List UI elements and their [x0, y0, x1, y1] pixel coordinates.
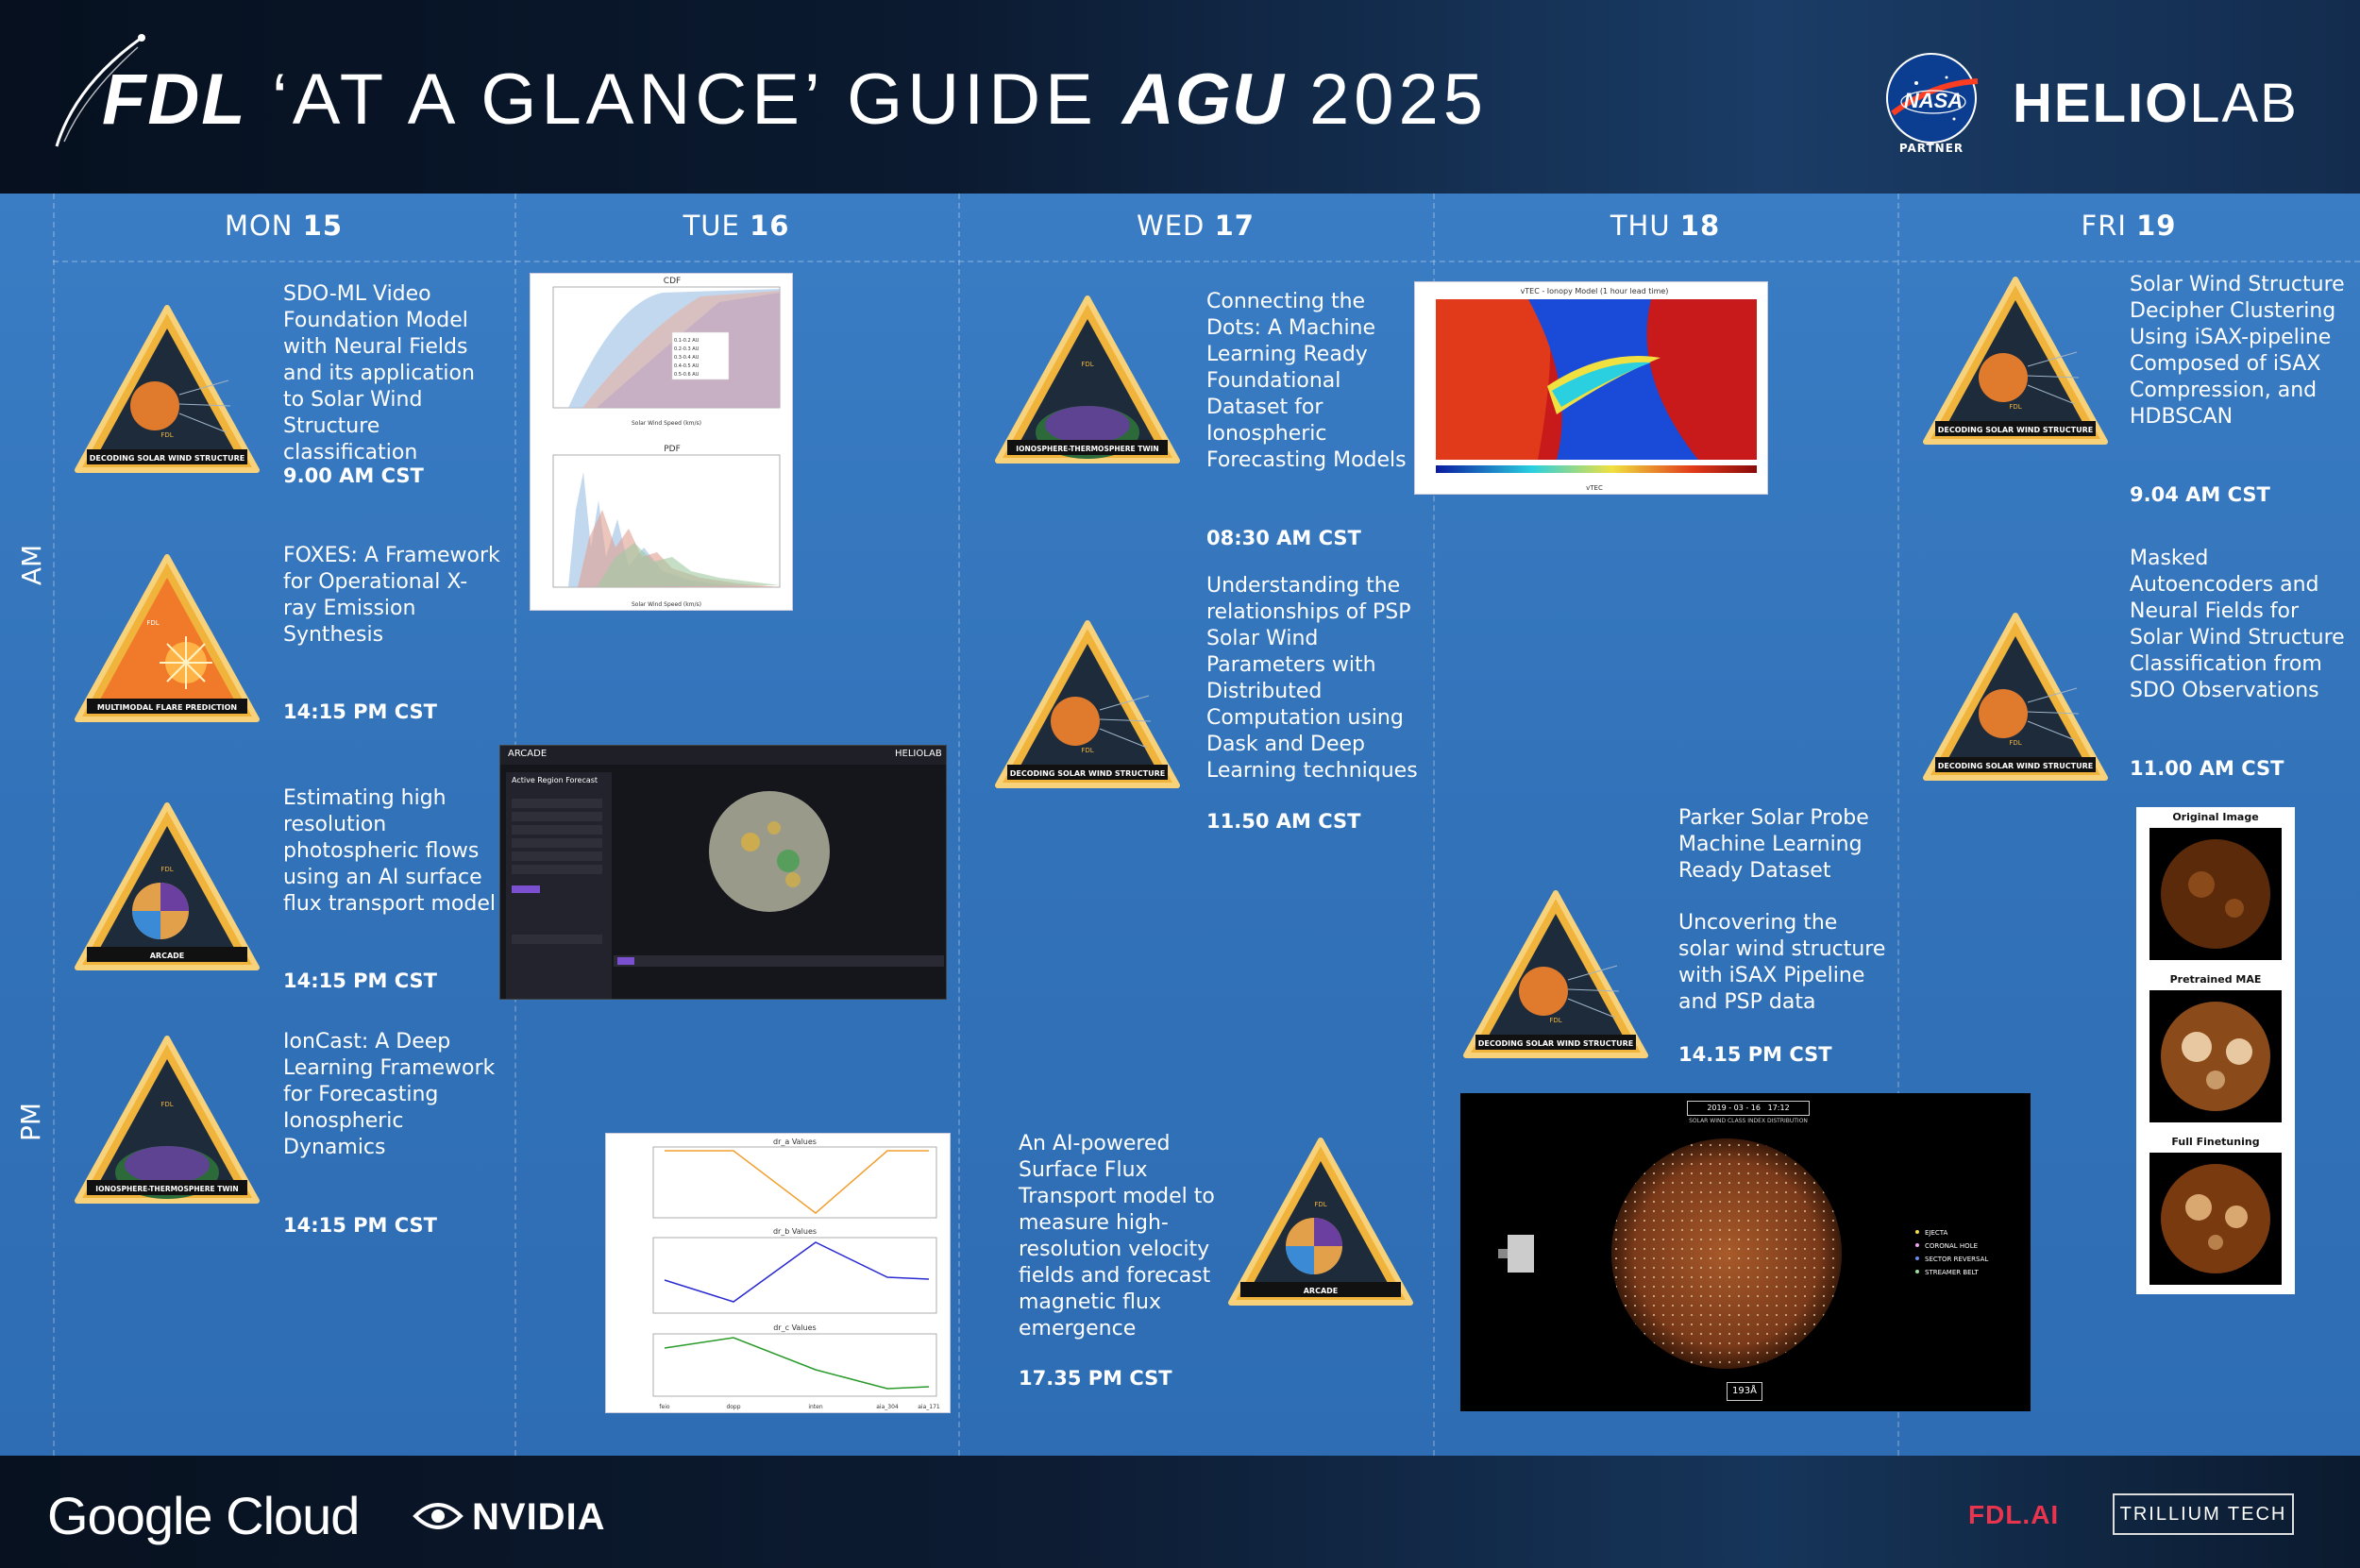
arcade-badge-icon: [68, 798, 266, 982]
solar-wind-badge-icon: [1916, 608, 2115, 792]
svg-text:PDF: PDF: [664, 445, 681, 454]
ionosphere-badge-icon: [988, 291, 1187, 475]
fdl-ai-link[interactable]: FDL.AI: [1968, 1500, 2060, 1529]
svg-text:feio: feio: [659, 1404, 670, 1410]
svg-text:vTEC - Ionopy Model (1 hour le: vTEC - Ionopy Model (1 hour lead time): [1520, 287, 1669, 295]
session-title: Parker Solar Probe Machine Learning Ready Dataset: [1678, 806, 1869, 883]
svg-text:aia_171: aia_171: [918, 1404, 940, 1410]
mae-image-pretrained: [2149, 990, 2282, 1122]
svg-text:STREAMER BELT: STREAMER BELT: [1925, 1269, 1979, 1276]
nvidia-logo: NVIDIA: [472, 1496, 606, 1538]
session-title: SDO-ML Video Foundation Model with Neural Fields and its application to Solar Wind Structure classification: [283, 282, 475, 464]
svg-text:FDL: FDL: [1314, 1201, 1327, 1208]
solar-wind-badge-icon: [1916, 272, 2115, 456]
svg-text:DECODING SOLAR WIND STRUCTURE: DECODING SOLAR WIND STRUCTURE: [1009, 769, 1166, 778]
svg-text:IONOSPHERE-THERMOSPHERE TWIN: IONOSPHERE-THERMOSPHERE TWIN: [1016, 445, 1159, 453]
svg-text:DECODING SOLAR WIND STRUCTURE: DECODING SOLAR WIND STRUCTURE: [1937, 762, 2094, 770]
svg-text:DECODING SOLAR WIND STRUCTURE: DECODING SOLAR WIND STRUCTURE: [1477, 1039, 1634, 1048]
google-cloud-logo: Google Cloud: [47, 1486, 360, 1545]
sun-subtitle: SOLAR WIND CLASS INDEX DISTRIBUTION: [1689, 1118, 1808, 1124]
year-text: 2025: [1308, 59, 1489, 140]
arcade-badge-icon: [1222, 1133, 1420, 1317]
session-time: 9.04 AM CST: [2130, 483, 2270, 506]
grid-line: [53, 194, 55, 1456]
session-title: FOXES: A Framework for Operational X-ray Emission Synthesis: [283, 544, 500, 647]
session-time: 14:15 PM CST: [283, 700, 438, 723]
session-title: An AI-powered Surface Flux Transport model to measure high-resolution velocity fields and forecast magnetic flux emergence: [1019, 1132, 1215, 1340]
mae-image-original: [2149, 828, 2282, 960]
svg-text:dr_c Values: dr_c Values: [773, 1324, 817, 1332]
svg-text:DECODING SOLAR WIND STRUCTURE: DECODING SOLAR WIND STRUCTURE: [1937, 426, 2094, 434]
session-title: IonCast: A Deep Learning Framework for Forecasting Ionospheric Dynamics: [283, 1030, 496, 1159]
svg-text:Solar Wind Speed (km/s): Solar Wind Speed (km/s): [631, 601, 702, 608]
guide-title: [102, 59, 1488, 141]
session-time: 11.00 AM CST: [2130, 757, 2284, 780]
svg-text:FDL: FDL: [1081, 361, 1094, 368]
sun-193-figure: [1460, 1093, 2031, 1411]
day-header-tue: TUE 16: [683, 210, 790, 242]
am-label: AM: [16, 544, 48, 586]
dr-values-figure: [605, 1133, 951, 1413]
session-time: 14:15 PM CST: [283, 969, 438, 992]
trillium-tech-logo: TRILLIUM TECH: [2113, 1493, 2294, 1535]
svg-text:IONOSPHERE-THERMOSPHERE TWIN: IONOSPHERE-THERMOSPHERE TWIN: [95, 1185, 239, 1193]
sun-date: 2019 - 03 - 16: [1707, 1104, 1761, 1112]
svg-text:MULTIMODAL FLARE PREDICTION: MULTIMODAL FLARE PREDICTION: [96, 703, 238, 712]
agu-logo-text: AGU: [1121, 59, 1285, 140]
svg-text:ARCADE: ARCADE: [149, 952, 185, 960]
svg-text:0.1-0.2 AU: 0.1-0.2 AU: [674, 338, 700, 344]
day-header-thu: THU 18: [1610, 210, 1721, 242]
session-title: Solar Wind Structure Decipher Clustering Using iSAX-pipeline Composed of iSAX Compression, and HDBSCAN: [2130, 273, 2345, 429]
day-header-mon: MON 15: [224, 210, 344, 242]
svg-text:0.4-0.5 AU: 0.4-0.5 AU: [674, 363, 700, 369]
session-time: 08:30 AM CST: [1206, 527, 1361, 549]
arcade-brand: ARCADE: [508, 749, 548, 759]
nasa-text: NASA: [1903, 89, 1964, 112]
svg-text:0.5-0.6 AU: 0.5-0.6 AU: [674, 372, 700, 378]
svg-text:FDL: FDL: [160, 431, 174, 439]
svg-text:FDL: FDL: [2009, 739, 2022, 747]
cdf-title: CDF: [663, 277, 682, 286]
session-time: 11.50 AM CST: [1206, 810, 1361, 833]
arcade-heliolab: HELIOLAB: [895, 749, 942, 759]
grid-line: [958, 194, 960, 1456]
pm-label: PM: [15, 1102, 47, 1142]
svg-text:CORONAL HOLE: CORONAL HOLE: [1925, 1242, 1979, 1250]
svg-text:FDL: FDL: [1549, 1017, 1562, 1024]
vtec-map-figure: [1414, 281, 1768, 495]
session-title: Masked Autoencoders and Neural Fields for Solar Wind Structure Classification from SDO Observations: [2130, 547, 2345, 702]
day-header-wed: WED 17: [1137, 210, 1255, 242]
svg-text:dr_a Values: dr_a Values: [773, 1138, 817, 1146]
svg-text:EJECTA: EJECTA: [1925, 1229, 1948, 1237]
session-time: 17.35 PM CST: [1019, 1367, 1172, 1390]
grid-line: [53, 261, 2360, 262]
sun-time: 17:12: [1767, 1104, 1790, 1112]
session-title-2: Uncovering the solar wind structure with iSAX Pipeline and PSP data: [1678, 911, 1886, 1014]
svg-text:ARCADE: ARCADE: [1303, 1287, 1339, 1295]
flare-badge-icon: [68, 549, 266, 733]
svg-text:vTEC: vTEC: [1586, 484, 1603, 492]
mae-figure: [2136, 807, 2295, 1294]
day-header-fri: FRI 19: [2081, 210, 2177, 242]
svg-text:Solar Wind Speed (km/s): Solar Wind Speed (km/s): [631, 420, 702, 427]
svg-text:DECODING SOLAR WIND STRUCTURE: DECODING SOLAR WIND STRUCTURE: [89, 454, 245, 463]
svg-text:FDL: FDL: [160, 1101, 174, 1108]
heliolab-light: LAB: [2189, 73, 2299, 134]
svg-text:aia_304: aia_304: [876, 1404, 899, 1410]
svg-text:SECTOR REVERSAL: SECTOR REVERSAL: [1925, 1256, 1989, 1263]
ionosphere-badge-icon: [68, 1031, 266, 1215]
fdl-logo-text: FDL: [102, 59, 247, 140]
session-time: 14.15 PM CST: [1678, 1043, 1832, 1066]
svg-text:FDL: FDL: [1081, 747, 1094, 754]
session-title: Connecting the Dots: A Machine Learning Ready Foundational Dataset for Ionospheric Forecasting Models: [1206, 290, 1407, 472]
header: [0, 0, 2360, 194]
arcade-app-screenshot: [499, 745, 947, 1000]
session-title: Understanding the relationships of PSP Solar Wind Parameters with Distributed Computation using Dask and Deep Learning techniques: [1206, 574, 1418, 783]
nasa-logo-icon: [1886, 53, 1977, 143]
session-time: 9.00 AM CST: [283, 464, 424, 487]
nvidia-eye-icon: [412, 1497, 464, 1535]
mae-label-original: Original Image: [2172, 811, 2259, 823]
svg-text:FDL: FDL: [2009, 403, 2022, 411]
heliolab-logo: [2013, 72, 2299, 135]
svg-text:0.3-0.4 AU: 0.3-0.4 AU: [674, 355, 700, 361]
heliolab-bold: HELIO: [2013, 73, 2190, 134]
svg-text:dopp: dopp: [726, 1404, 741, 1410]
mae-image-finetuning: [2149, 1153, 2282, 1285]
mae-label-finetuning: Full Finetuning: [2171, 1136, 2260, 1148]
svg-text:0.2-0.3 AU: 0.2-0.3 AU: [674, 346, 700, 352]
solar-wind-badge-icon: [1457, 885, 1655, 1070]
mae-label-pretrained: Pretrained MAE: [2169, 973, 2262, 986]
session-time: 14:15 PM CST: [283, 1214, 438, 1237]
partner-label: PARTNER: [1898, 142, 1964, 155]
solar-wind-badge-icon: [68, 300, 266, 484]
arcade-panel-title: Active Region Forecast: [512, 776, 598, 784]
svg-text:inten: inten: [808, 1404, 823, 1410]
solar-wind-badge-icon: [988, 615, 1187, 800]
session-title: Estimating high resolution photospheric flows using an AI surface flux transport model: [283, 786, 496, 916]
cdf-pdf-figure: [530, 273, 793, 611]
svg-text:FDL: FDL: [146, 619, 160, 627]
title-text: ‘AT A GLANCE’ GUIDE: [271, 59, 1098, 140]
wavelength-label: 193Å: [1727, 1382, 1762, 1401]
svg-text:dr_b Values: dr_b Values: [772, 1227, 818, 1236]
svg-text:FDL: FDL: [160, 866, 174, 873]
